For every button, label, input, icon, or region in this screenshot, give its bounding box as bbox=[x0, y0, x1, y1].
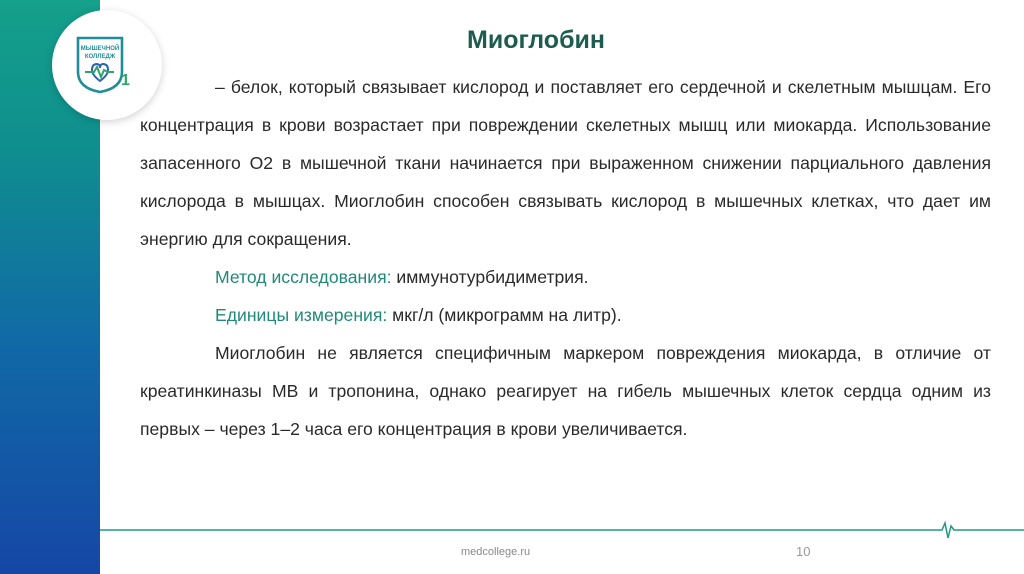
method-label: Метод исследования: bbox=[215, 267, 392, 287]
heart-pulse-icon bbox=[85, 64, 114, 81]
logo-text-line2: КОЛЛЕДЖ bbox=[84, 54, 116, 60]
intro-paragraph: – белок, который связывает кислород и поставляет его сердечной и скелетным мышцам. Его концентрация в крови возрастает при повреждении скелетных мышц или миокарда. Использование запасенного О2 в мышечной ткани начинается при выраженном снижении парциального давления кислорода в мышцах. Миоглобин способен связывать кислород в мышечных клетках, что дает им энергию для сокращения. bbox=[140, 77, 991, 249]
method-paragraph bbox=[140, 258, 991, 296]
main-content bbox=[140, 68, 991, 448]
units-paragraph bbox=[140, 296, 991, 334]
units-label: Единицы измерения: bbox=[215, 305, 388, 325]
footer-website: medcollege.ru bbox=[461, 546, 531, 558]
footer-pulse-line bbox=[100, 520, 1024, 550]
note-paragraph: Миоглобин не является специфичным маркером повреждения миокарда, в отличие от креатинкиназы МВ и тропонина, однако реагирует на гибель мышечных клеток сердца одним из первых – через 1–2 часа его концентрация в крови увеличивается. bbox=[140, 343, 991, 439]
page-number: 10 bbox=[796, 544, 811, 559]
units-value: мкг/л (микрограмм на литр). bbox=[387, 305, 622, 325]
logo-text-line1: МЫШЕЧНОЙ bbox=[80, 46, 120, 52]
page-title: Миоглобин bbox=[467, 26, 605, 54]
method-value: иммунотурбидиметрия. bbox=[391, 267, 589, 287]
logo-number: 1 bbox=[121, 72, 130, 89]
